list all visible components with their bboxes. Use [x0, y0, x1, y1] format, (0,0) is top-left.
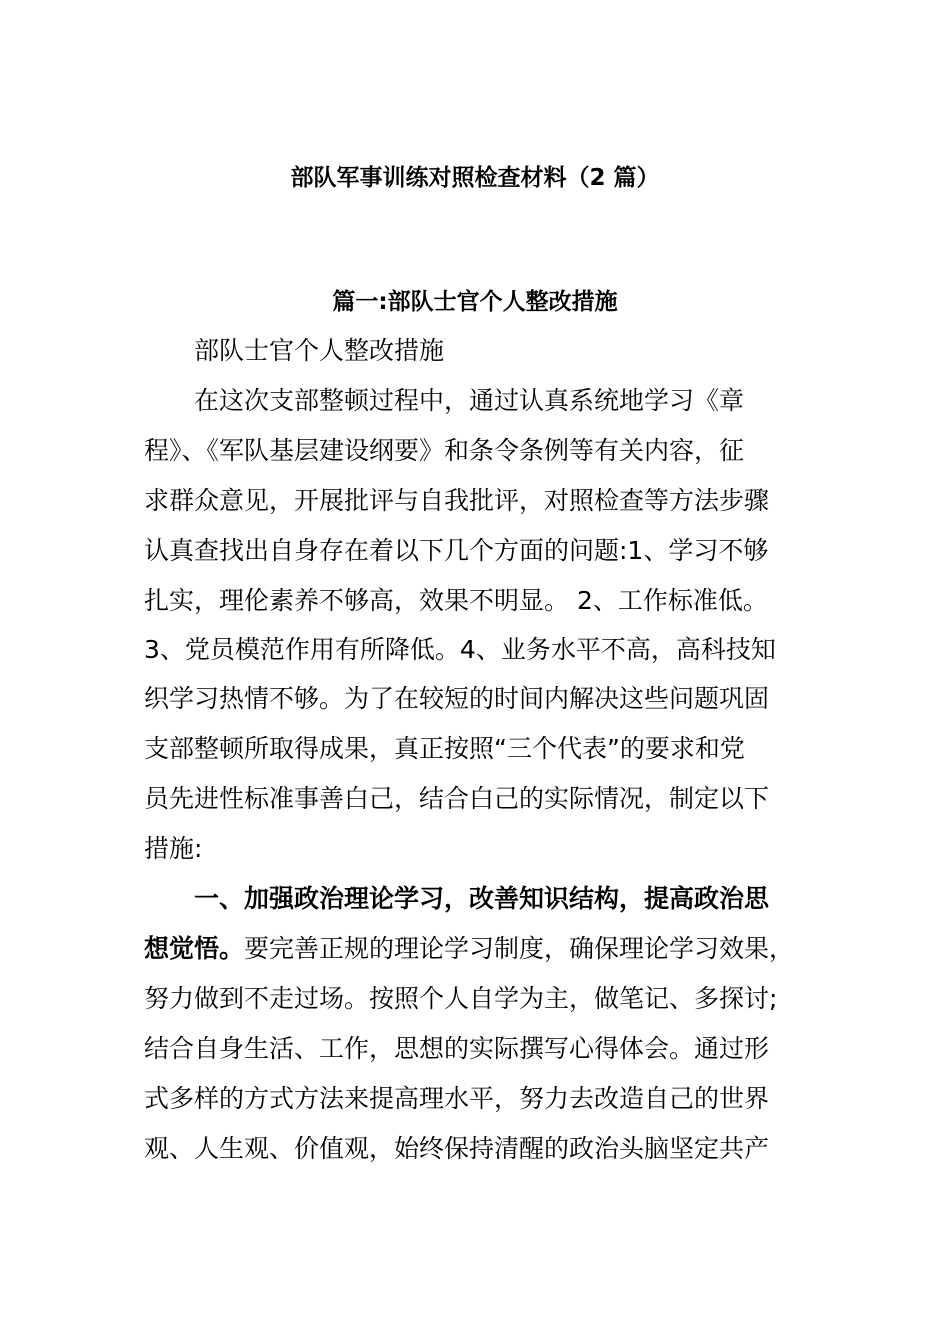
- paragraph-line: 措施:: [144, 834, 203, 863]
- paragraph-line: 努力做到不走过场。按照个人自学为主，做笔记、多探讨;: [144, 984, 778, 1013]
- paragraph-line: 扎实，理伦素养不够高，效果不明显。 2、工作标准低。: [144, 586, 768, 615]
- paragraph-line: 结合自身生活、工作，思想的实际撰写心得体会。通过形: [144, 1034, 770, 1063]
- paragraph-line: 支部整顿所取得成果，真正按照“三个代表”的要求和党: [144, 734, 745, 763]
- paragraph-line: 3、党员模范作用有所降低。4、业务水平不高，高科技知: [144, 635, 776, 664]
- paragraph-line: 式多样的方式方法来提高理水平，努力去改造自己的世界: [144, 1084, 770, 1113]
- paragraph-line: 在这次支部整顿过程中，通过认真系统地学习《章: [194, 386, 745, 415]
- subtitle-line: 部队士官个人整改措施: [194, 336, 445, 365]
- bold-heading-line: [194, 881, 769, 917]
- paragraph-line: [144, 931, 794, 967]
- paragraph-line: 织学习热情不够。为了在较短的时间内解决这些问题巩固: [144, 684, 770, 713]
- bold-heading-text: 一、加强政治理论学习，改善知识结构，提高政治思: [194, 884, 770, 913]
- document-title: 部队军事训练对照检查材料（2 篇）: [290, 165, 660, 191]
- paragraph-line: 求群众意见，开展批评与自我批评，对照检查等方法步骤: [144, 486, 770, 515]
- section-heading: 篇一:部队士官个人整改措施: [332, 289, 618, 315]
- bold-heading-text: 想觉悟。: [144, 934, 245, 963]
- paragraph-text: 要完善正规的理论学习制度，确保理论学习效果，: [244, 934, 795, 963]
- paragraph-line: 员先进性标准事善白己，结合白己的实际情况，制定以下: [144, 784, 770, 813]
- paragraph-line: 观、人生观、价值观，始终保持清醒的政治头脑坚定共产: [144, 1134, 770, 1163]
- paragraph-line: 程》、《军队基层建设纲要》和条令条例等有关内容，征: [144, 436, 745, 465]
- paragraph-line: 认真查找出自身存在着以下几个方面的问题:1、学习不够: [144, 536, 769, 565]
